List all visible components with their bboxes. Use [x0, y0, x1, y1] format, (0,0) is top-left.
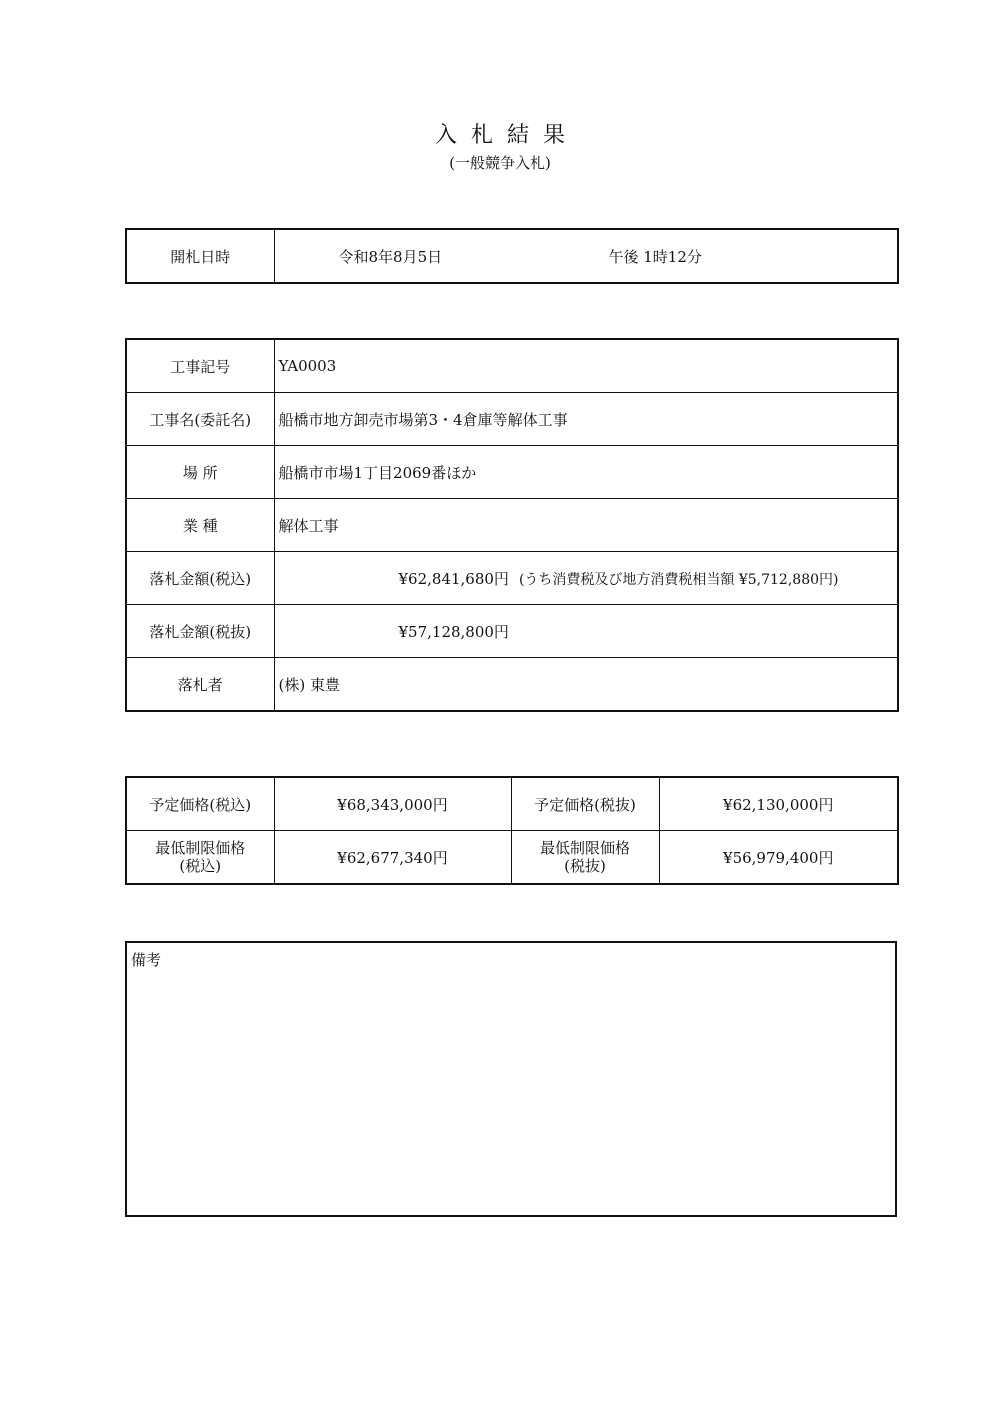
opening-date: 令和8年8月5日 — [338, 248, 443, 266]
document-subtitle: (一般競争入札) — [449, 154, 551, 172]
opening-datetime-value — [274, 229, 898, 283]
bid-amount-tax-in-label: 落札金額(税込) — [126, 552, 274, 605]
planned-price-tax-ex-value: ¥62,130,000円 — [659, 777, 898, 831]
planned-price-row — [126, 777, 898, 831]
bid-amount-tax-ex-label: 落札金額(税抜) — [126, 605, 274, 658]
planned-price-tax-in-value: ¥68,343,000円 — [274, 777, 511, 831]
project-location-row — [126, 446, 898, 499]
minimum-price-tax-in-label — [126, 831, 274, 885]
project-location-label: 場 所 — [126, 446, 274, 499]
remarks-box — [125, 941, 897, 1217]
planned-price-tax-ex-label: 予定価格(税抜) — [511, 777, 659, 831]
planned-price-tax-in-label: 予定価格(税込) — [126, 777, 274, 831]
minimum-price-tax-in-label-line1: 最低制限価格 — [155, 839, 246, 857]
project-type-label: 業 種 — [126, 499, 274, 552]
winning-bidder-value: (株) 東豊 — [274, 658, 898, 712]
document-title: 入札結果 — [434, 123, 579, 148]
project-type-row — [126, 499, 898, 552]
project-info-table — [125, 338, 899, 712]
minimum-price-tax-ex-label-line1: 最低制限価格 — [539, 839, 630, 857]
project-code-label: 工事記号 — [126, 339, 274, 393]
project-name-row — [126, 393, 898, 446]
opening-time: 午後 1時12分 — [608, 248, 702, 266]
bid-amount-tax-ex-cell — [274, 605, 898, 658]
minimum-price-tax-ex-label-line2: (税抜) — [564, 857, 606, 875]
opening-datetime-row — [126, 229, 898, 283]
winning-bidder-row — [126, 658, 898, 712]
project-type-value: 解体工事 — [274, 499, 898, 552]
project-name-label: 工事名(委託名) — [126, 393, 274, 446]
project-location-value: 船橋市市場1丁目2069番ほか — [274, 446, 898, 499]
minimum-price-tax-in-value: ¥62,677,340円 — [274, 831, 511, 885]
minimum-price-row — [126, 831, 898, 885]
price-table — [125, 776, 899, 885]
opening-datetime-label: 開札日時 — [126, 229, 274, 283]
project-name-value: 船橋市地方卸売市場第3・4倉庫等解体工事 — [274, 393, 898, 446]
remarks-label: 備考 — [131, 951, 162, 969]
bid-amount-tax-ex-row — [126, 605, 898, 658]
minimum-price-tax-ex-value: ¥56,979,400円 — [659, 831, 898, 885]
opening-datetime-table — [125, 228, 899, 284]
minimum-price-tax-ex-label — [511, 831, 659, 885]
minimum-price-tax-in-label-line2: (税込) — [179, 857, 222, 875]
bid-amount-tax-in-value: ¥62,841,680円 — [398, 569, 509, 588]
project-code-value: YA0003 — [274, 339, 898, 393]
bid-amount-tax-in-row — [126, 552, 898, 605]
bid-amount-tax-in-cell — [274, 552, 898, 605]
bid-amount-tax-ex-value: ¥57,128,800円 — [398, 622, 509, 641]
bid-tax-amount-note: (うち消費税及び地方消費税相当額 ¥5,712,880円) — [518, 571, 839, 588]
project-code-row — [126, 339, 898, 393]
winning-bidder-label: 落札者 — [126, 658, 274, 712]
